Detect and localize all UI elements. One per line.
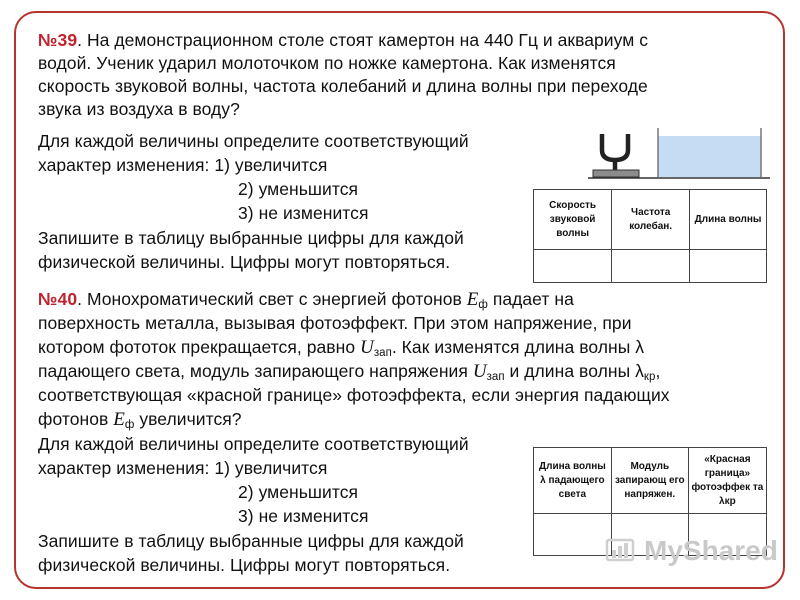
table-40-header-3: «Красная граница» фотоэффек та λкр [688,448,766,514]
instr-40-option-3: 3) не изменится [238,506,369,526]
table-39-answer-cell-3[interactable] [690,250,767,283]
problem-39-line-1 [38,29,648,53]
table-40-answer-cell-1[interactable] [534,514,612,556]
problem-40-line-6: фотонов $E_ф$ увеличится? [38,409,242,431]
watermark-logo-icon [605,536,641,566]
problem-39-line-4: звука из воздуха в воду? [38,99,240,119]
table-39-header-1: Скорость звуковой волны [534,190,612,250]
watermark-text: MyShared [644,535,778,566]
problem-40-line-4: падающего света, модуль запирающего напряжения $U_{зап}$ и длина волны $\lambda_{кр}$, [38,361,661,383]
table-39-header-3: Длина волны [690,190,767,250]
table-39-header-2: Частота колебан. [612,190,690,250]
problem-39-line-2: водой. Ученик ударил молоточком по ножке камертона. Как изменятся [38,53,616,73]
problem-40-line-2: поверхность металла, вызывая фотоэффект. При этом напряжение, при [38,313,632,333]
instr-40-option-2: 2) уменьшится [238,482,359,502]
instr-40-line-6: физической величины. Цифры могут повторяться. [38,555,451,575]
problem-40-line-5: соответствующая «красной границе» фотоэффекта, если энергия падающих [38,385,670,405]
instr-39-line-5: Запишите в таблицу выбранные цифры для каждой [38,228,464,248]
instr-40-line-1: Для каждой величины определите соответствующий [38,434,469,454]
instr-39-option-2: 2) уменьшится [238,179,359,199]
problem-39-line-3: скорость звуковой волны, частота колебаний и длина волны при переходе [38,76,648,96]
problem-40-line-1: №40. Монохроматический свет с энергией фотонов $E_ф$ падает на [38,289,574,311]
instr-39-line-6: физической величины. Цифры могут повторяться. [38,252,451,272]
tuning-fork-aquarium-illustration [588,128,770,184]
table-39-answer-cell-2[interactable] [612,250,690,283]
answer-table-39 [533,189,767,283]
instr-39-line-1: Для каждой величины определите соответствующий [38,131,469,151]
instr-39-line-2: характер изменения: 1) увеличится [38,155,328,175]
problem-39-number: №39 [38,30,78,50]
problem-40-line-3: котором фототок прекращается, равно $U_{зап}$. Как изменятся длина волны λ [38,337,645,359]
instr-40-line-2: характер изменения: 1) увеличится [38,458,328,478]
table-40-header-1: Длина волны λ падающего света [534,448,612,514]
problem-39-text: . На демонстрационном столе стоят камертон на 440 Гц и аквариум с [77,30,649,50]
aquarium-icon [658,128,761,177]
table-39-answer-cell-1[interactable] [534,250,612,283]
voltage-symbol: U [360,337,374,358]
tuning-fork-icon [593,134,639,177]
table-40-header-2: Модуль запирающ его напряжен. [611,448,688,514]
instr-39-option-3: 3) не изменится [238,203,369,223]
problem-40-number: №40 [38,289,78,309]
energy-symbol: E [466,289,479,310]
instr-40-line-5: Запишите в таблицу выбранные цифры для каждой [38,531,464,551]
